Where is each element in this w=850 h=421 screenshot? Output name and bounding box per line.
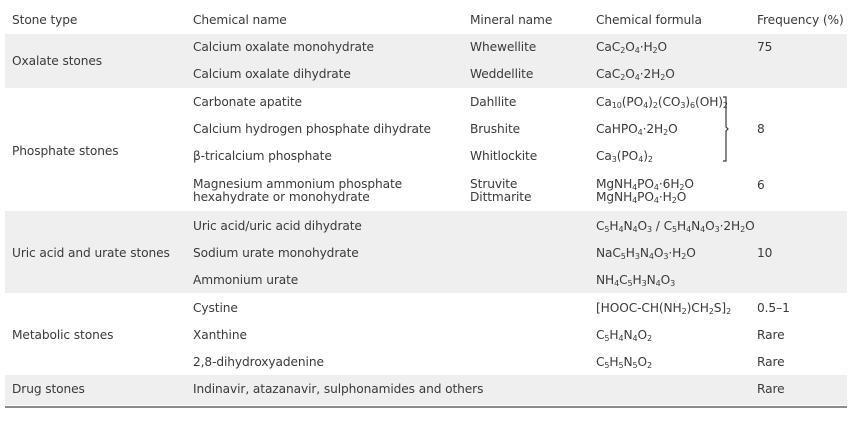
chemical-name: Ammonium urate xyxy=(193,273,299,287)
chemical-name: Uric acid/uric acid dihydrate xyxy=(193,219,362,233)
chemical-formula: $[HOOC-CH(NH_2)CH_2S]_2$ xyxy=(596,301,732,316)
frequency-value: Rare xyxy=(757,355,785,369)
chemical-formula: $CaC_2O_4\cdot 2H_2O$ xyxy=(596,67,675,82)
chemical-formula: $C_5H_5N_5O_2$ xyxy=(596,355,653,370)
group-drug-stones xyxy=(5,375,847,405)
table-bottom-rule xyxy=(5,406,847,408)
mineral-name: Whitlockite xyxy=(470,149,538,163)
header-frequency: Frequency (%) xyxy=(757,13,844,27)
kidney-stone-table xyxy=(5,6,847,405)
header-chemical-formula: Chemical formula xyxy=(596,13,702,27)
right-brace-icon xyxy=(722,96,730,162)
chemical-name: Magnesium ammonium phosphate hexahydrate or monohydrate xyxy=(193,177,403,204)
chemical-formula: $C_5H_4N_4O_2$ xyxy=(596,328,653,343)
chemical-formula: $C_5H_4N_4O_3 / C_5H_4N_4O_3\cdot 2H_2O$ xyxy=(596,219,755,234)
chemical-name: Carbonate apatite xyxy=(193,95,302,109)
frequency-value: Rare xyxy=(757,328,785,342)
frequency-value: 0.5–1 xyxy=(757,301,790,315)
frequency-value: 10 xyxy=(757,246,773,260)
frequency-value: 8 xyxy=(757,122,765,136)
group-metabolic-stones xyxy=(5,293,847,375)
stone-type-label: Oxalate stones xyxy=(12,54,103,68)
frequency-value: 75 xyxy=(757,40,773,54)
chemical-formula: $MgNH_4PO_4\cdot 6H_2O$ $MgNH_4PO_4\cdot H_2O$ xyxy=(596,177,694,205)
group-uric-acid-stones xyxy=(5,211,847,293)
chemical-name: Calcium oxalate dihydrate xyxy=(193,67,351,81)
table-header xyxy=(5,6,847,34)
frequency-value: Rare xyxy=(757,382,785,396)
chemical-formula: $Ca_{10}(PO_4)_2(CO_3)_6(OH)_2$ xyxy=(596,95,728,110)
chemical-name: Cystine xyxy=(193,301,238,315)
stone-type-label: Phosphate stones xyxy=(12,144,119,158)
chemical-name: Calcium oxalate monohydrate xyxy=(193,40,374,54)
chemical-name: Sodium urate monohydrate xyxy=(193,246,359,260)
group-oxalate-stones xyxy=(5,34,847,88)
stone-type-label: Metabolic stones xyxy=(12,328,114,342)
mineral-name: Weddellite xyxy=(470,67,534,81)
chemical-name: Calcium hydrogen phosphate dihydrate xyxy=(193,122,431,136)
chemical-name: Xanthine xyxy=(193,328,247,342)
chemical-name: β-tricalcium phosphate xyxy=(193,149,332,163)
frequency-value: 6 xyxy=(757,178,765,192)
chemical-formula: $NaC_5H_3N_4O_3\cdot H_2O$ xyxy=(596,246,696,261)
group-phosphate-stones xyxy=(5,88,847,211)
stone-type-label: Uric acid and urate stones xyxy=(12,246,170,260)
stone-type-label: Drug stones xyxy=(12,382,85,396)
chemical-name: 2,8-dihydroxyadenine xyxy=(193,355,324,369)
mineral-name: Whewellite xyxy=(470,40,537,54)
chemical-name: Indinavir, atazanavir, sulphonamides and others xyxy=(193,382,484,396)
header-mineral-name: Mineral name xyxy=(470,13,553,27)
chemical-formula: $NH_4C_5H_3N_4O_3$ xyxy=(596,273,676,288)
header-chemical-name: Chemical name xyxy=(193,13,287,27)
mineral-name: Dahllite xyxy=(470,95,517,109)
chemical-formula: $CaHPO_4\cdot 2H_2O$ xyxy=(596,122,678,137)
mineral-name: Struvite Dittmarite xyxy=(470,177,532,204)
chemical-formula: $Ca_3(PO_4)_2$ xyxy=(596,149,653,164)
header-stone-type: Stone type xyxy=(12,13,78,27)
mineral-name: Brushite xyxy=(470,122,521,136)
chemical-formula: $CaC_2O_4\cdot H_2O$ xyxy=(596,40,668,55)
